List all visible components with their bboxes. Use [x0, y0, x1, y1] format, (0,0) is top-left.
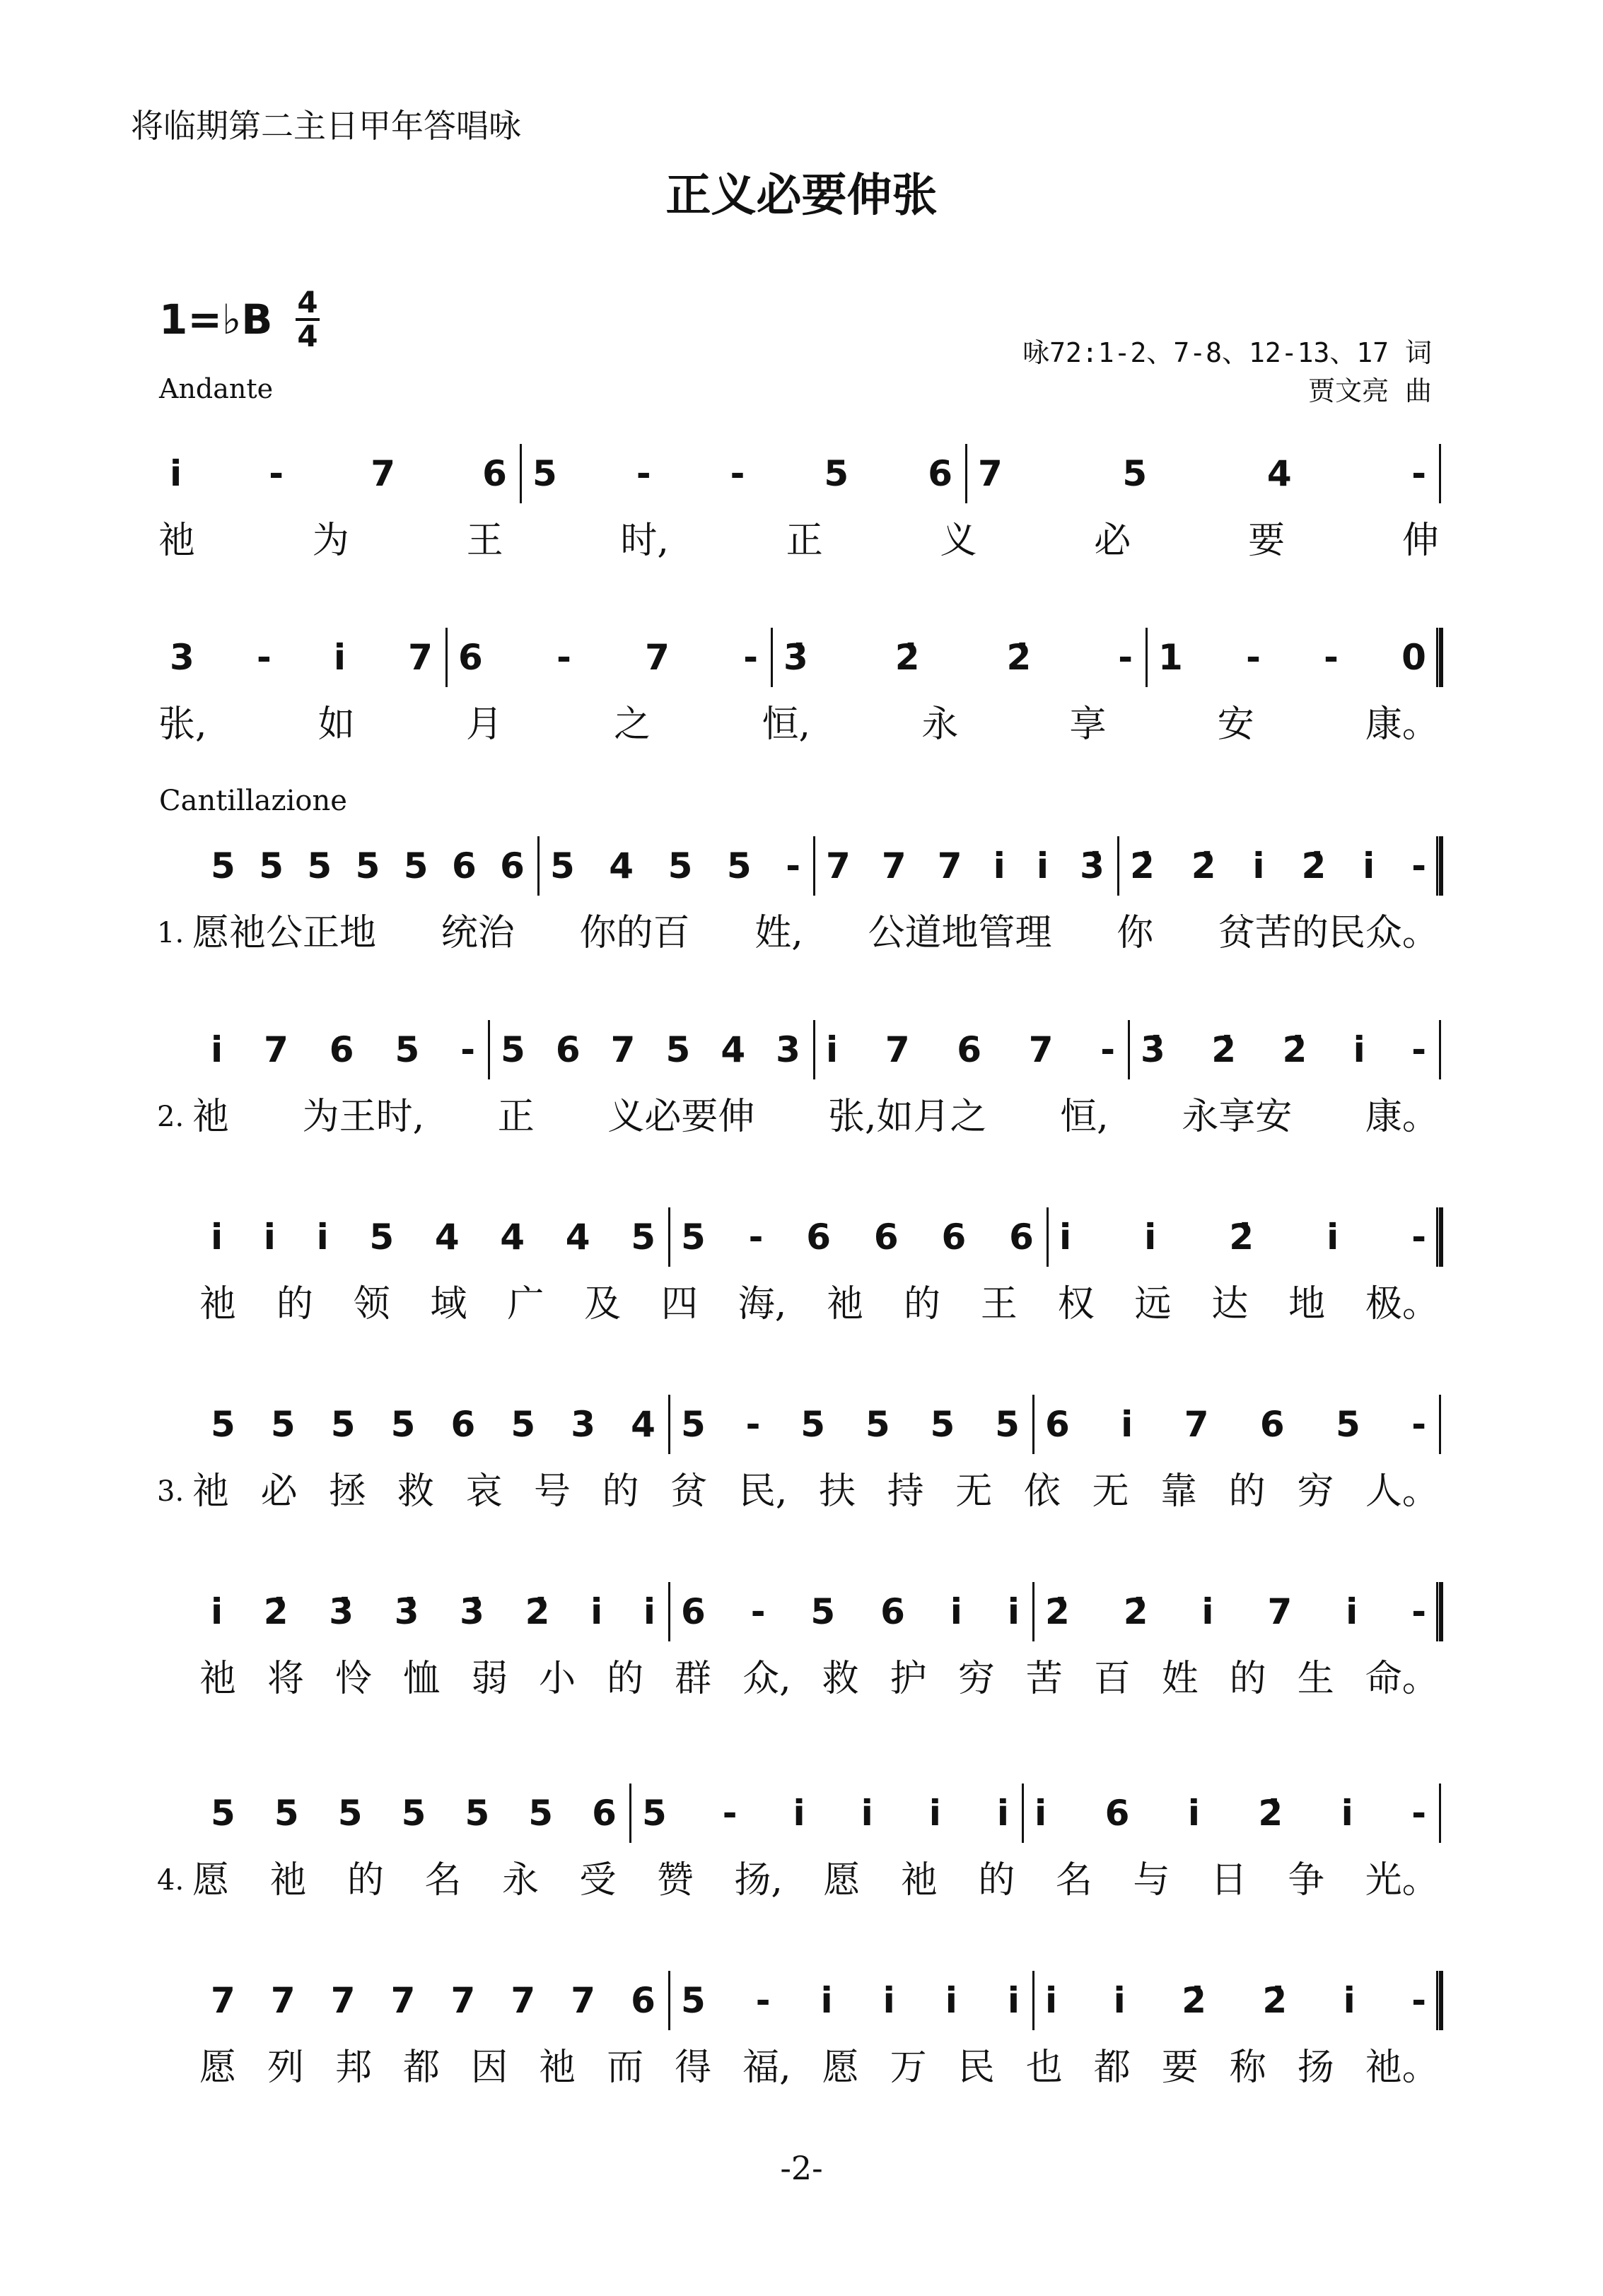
final-barline — [1436, 1971, 1443, 2030]
barline — [1032, 1395, 1034, 1454]
verse-number: 2. — [157, 1101, 185, 1133]
measure: 5 6 7 5 4 3 — [501, 1029, 800, 1070]
barline — [965, 444, 967, 503]
final-barline — [1436, 628, 1443, 687]
measure: 5 5 5 5 5 5 6 — [211, 1793, 617, 1834]
lyric-line: 愿 列 邦 都 因 祂 而 得 福, 愿 万 民 也 都 要 称 扬 祂。 — [199, 2046, 1439, 2089]
measure: 1 - - 0 — [1158, 637, 1426, 678]
final-barline — [1436, 1582, 1443, 1641]
lyric-line: 祂 必 拯 救 哀 号 的 贫 民, 扶 持 无 依 无 靠 的 穷 人。 — [192, 1470, 1439, 1513]
lyric-line: 愿祂公正地 统治 你的百 姓, 公道地管理 你 贫苦的民众。 — [192, 912, 1439, 954]
measure: 2̇ 2̇ i̇ 7 i̇ - — [1045, 1591, 1426, 1632]
barline — [813, 836, 815, 896]
measure: i̇ - 7 6 — [170, 453, 507, 494]
barline — [488, 1020, 490, 1079]
measure: 5 - - 5 6 — [532, 453, 952, 494]
measure: 5 - 6 6 6 6 — [681, 1217, 1034, 1258]
measure: 5 4 5 5 - — [550, 845, 800, 886]
barline — [668, 1395, 670, 1454]
barline — [1022, 1784, 1024, 1843]
measure: i̇ 2̇ 3̇ 3̇ 3̇ 2̇ i̇ i̇ — [211, 1591, 655, 1632]
final-barline — [1436, 1207, 1443, 1267]
measure: 7 7 7 i̇ i̇ 3̇ — [826, 845, 1104, 886]
measure: 5 5 5 5 5 6 6 — [211, 845, 525, 886]
measure: 6 - 7 - — [458, 637, 758, 678]
final-barline — [1436, 836, 1443, 896]
lyric-line: 愿 祂 的 名 永 受 赞 扬, 愿 祂 的 名 与 日 争 光。 — [192, 1859, 1439, 1902]
lyric-line: 祂 将 怜 恤 弱 小 的 群 众, 救 护 穷 苦 百 姓 的 生 命。 — [199, 1658, 1439, 1700]
measure: 7 5 4 - — [978, 453, 1426, 494]
section-label: Cantillazione — [159, 785, 347, 817]
hymn-category: 将临期第二主日甲年答唱咏 — [131, 107, 521, 145]
lyric-line: 祂 为王时, 正 义必要伸 张,如月之 恒, 永享安 康。 — [192, 1096, 1439, 1138]
measure: i̇ 6 i̇ 2̇ i̇ - — [1034, 1793, 1426, 1834]
lyricist-credit: 咏72:1-2、7-8、12-13、17 词 — [1022, 337, 1432, 368]
measure: 5 - 5 5 5 5 — [681, 1404, 1020, 1445]
measure: 3̇ 2̇ 2̇ i̇ - — [1141, 1029, 1426, 1070]
barline — [1128, 1020, 1130, 1079]
barline — [771, 628, 773, 687]
barline — [1439, 1395, 1441, 1454]
barline — [813, 1020, 815, 1079]
measure: i̇ i̇ 2̇ 2̇ i̇ - — [1045, 1980, 1426, 2021]
barline — [1146, 628, 1148, 687]
barline — [1032, 1971, 1034, 2030]
measure: 5 - i̇ i̇ i̇ i̇ — [642, 1793, 1009, 1834]
barline — [668, 1971, 670, 2030]
measure: 5 5 5 5 6 5 3 4 — [211, 1404, 655, 1445]
measure: 2̇ 2̇ i̇ 2̇ i̇ - — [1130, 845, 1426, 886]
measure: 5 - i̇ i̇ i̇ i̇ — [681, 1980, 1020, 2021]
measure: i̇ 7 6 5 - — [211, 1029, 475, 1070]
lyric-line: 张, 如 月 之 恒, 永 享 安 康。 — [158, 703, 1439, 746]
barline — [537, 836, 540, 896]
barline — [1439, 1784, 1441, 1843]
barline — [1032, 1582, 1034, 1641]
verse-number: 4. — [157, 1864, 185, 1897]
measure: 6 i̇ 7 6 5 - — [1045, 1404, 1426, 1445]
measure: 3̇ 2̇ 2̇ - — [783, 637, 1133, 678]
song-title: 正义必要伸张 — [665, 169, 938, 222]
measure: 3 - i̇ 7 — [170, 637, 433, 678]
composer-credit: 贾文亮 曲 — [1308, 375, 1432, 406]
barline — [629, 1784, 631, 1843]
barline — [1117, 836, 1119, 896]
measure: i̇ 7 6 7 - — [826, 1029, 1115, 1070]
barline — [445, 628, 448, 687]
page-number: -2- — [780, 2149, 823, 2187]
barline — [1047, 1207, 1049, 1267]
measure: 6 - 5 6 i̇ i̇ — [681, 1591, 1020, 1632]
verse-number: 1. — [157, 917, 185, 949]
barline — [1439, 444, 1441, 503]
barline — [668, 1582, 670, 1641]
tempo-marking: Andante — [159, 373, 274, 404]
key-signature: 1=♭B — [159, 295, 273, 344]
measure: i̇ i̇ 2̇ i̇ - — [1059, 1217, 1426, 1258]
lyric-line: 祂 的 领 域 广 及 四 海, 祂 的 王 权 远 达 地 极。 — [199, 1283, 1439, 1325]
barline — [1439, 1020, 1441, 1079]
barline — [520, 444, 522, 503]
measure: i̇ i̇ i̇ 5 4 4 4 5 — [211, 1217, 655, 1258]
verse-number: 3. — [157, 1475, 185, 1508]
measure: 7 7 7 7 7 7 7 6 — [211, 1980, 655, 2021]
time-signature: 4 4 — [296, 288, 320, 351]
lyric-line: 祂 为 王 时, 正 义 必 要 伸 — [158, 520, 1439, 562]
barline — [668, 1207, 670, 1267]
